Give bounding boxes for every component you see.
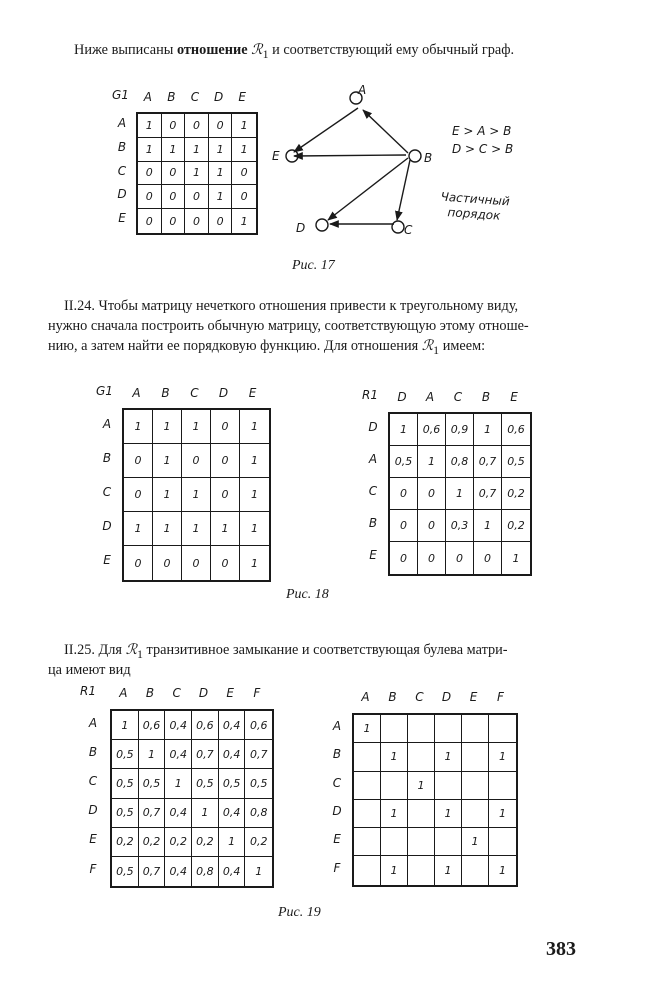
matrix-cell: 0 [124,444,153,478]
matrix-cell: 1 [462,828,489,856]
matrix-cell: 1 [474,414,502,446]
matrix-cell [354,828,381,856]
matrix-cell: 0,5 [192,769,219,798]
matrix-cell: 0,4 [165,740,192,769]
matrix-cell: 0 [138,185,162,209]
matrix-cell: 0 [232,185,256,209]
matrix-row-header: A [368,452,378,466]
matrix-cell: 0 [185,185,209,209]
note-line: порядок [447,205,501,223]
matrix-cell [354,856,381,884]
matrix-cell [462,743,489,771]
matrix-cell [489,828,516,856]
matrix-cell: 0,7 [139,857,166,886]
matrix-cell: 0,7 [474,478,502,510]
fig19-caption: Рис. 19 [278,905,321,920]
matrix-cell: 0 [211,546,240,580]
p25-line2: ца имеют вид [48,662,131,678]
matrix-cell: 0 [390,510,418,542]
matrix-cell: 0,5 [112,769,139,798]
matrix-cell: 1 [185,162,209,186]
matrix-cell: 0,5 [502,446,530,478]
matrix-cell: 1 [232,138,256,162]
matrix-cell [408,828,435,856]
matrix-row-header: C [117,163,127,178]
matrix-column-header: E [510,390,518,404]
fig17-graph [270,80,530,250]
matrix-cell: 0,5 [390,446,418,478]
matrix-cell: 0,9 [446,414,474,446]
matrix-row-header: B [88,744,98,759]
matrix-row-header: B [117,139,127,154]
matrix-column-header: C [190,386,199,400]
matrix-cell: 0 [418,510,446,542]
matrix-column-header: B [481,390,491,404]
relation-subscript: 1 [137,646,143,661]
fig17-relations [452,122,513,158]
p24-line2: нужно сначала построить обычную матрицу, соответствующую этому отноше- [48,318,529,334]
matrix-cell [489,772,516,800]
matrix-cell: 0 [162,185,186,209]
node-e-label: E [272,149,280,163]
matrix-cell [462,800,489,828]
matrix-cell: 0,7 [474,446,502,478]
matrix-cell: 1 [192,799,219,828]
matrix-cell [435,715,462,743]
matrix-cell [408,743,435,771]
matrix-cell: 1 [240,512,269,546]
matrix-cell [381,828,408,856]
matrix-cell: 0,5 [219,769,246,798]
matrix-cell: 1 [418,446,446,478]
matrix-row-header: F [333,860,341,875]
matrix-cell: 0,8 [446,446,474,478]
intro-text-end: и соответствующий ему обычный граф. [268,42,515,58]
matrix-column-header: B [388,690,397,704]
matrix-grid [122,408,271,582]
matrix-cell: 1 [240,478,269,512]
matrix-row-header: C [102,485,112,499]
matrix-cell: 0,6 [139,711,166,740]
matrix-cell: 0,7 [245,740,272,769]
matrix-cell: 1 [209,185,233,209]
matrix-column-header: E [469,690,478,704]
note-line: Частичный [440,189,511,209]
matrix-row-header: B [368,516,378,530]
matrix-cell: 0 [162,162,186,186]
matrix-row-header: E [369,548,377,562]
matrix-cell: 1 [124,410,153,444]
matrix-cell: 1 [153,444,182,478]
matrix-row-header: D [102,519,112,533]
matrix-corner-label: G1 [96,384,113,398]
matrix-column-header: E [248,386,257,400]
matrix-grid [352,713,518,887]
matrix-column-header: C [415,690,424,704]
matrix-cell: 0,2 [165,828,192,857]
matrix-cell [435,772,462,800]
matrix-cell: 0,7 [192,740,219,769]
matrix-row-header: B [332,747,342,762]
p25-line1-text: II.25. Для [64,642,126,658]
fig17-caption: Рис. 17 [292,258,335,273]
matrix-cell: 0,6 [502,414,530,446]
matrix-cell: 0 [209,114,233,138]
matrix-cell: 1 [512,551,520,565]
matrix-cell: 1 [390,414,418,446]
matrix-cell: 0,2 [502,478,530,510]
edge-b-c [397,160,410,220]
relation-symbol: ℛ [251,42,263,58]
matrix-row-header: F [89,861,97,876]
matrix-grid [136,112,258,235]
matrix-cell: 1 [138,138,162,162]
p24-line3-end: имеем: [439,338,486,354]
matrix-cell: 0,5 [139,769,166,798]
matrix-cell: 0 [446,542,474,574]
matrix-cell: 0 [124,478,153,512]
matrix-cell: 1 [240,410,269,444]
matrix-corner-label: R1 [80,684,96,698]
matrix-column-header: B [167,90,176,104]
intro-bold: отношение [176,42,248,58]
matrix-cell: 0,4 [219,799,246,828]
intro-text: Ниже выписаны [74,42,177,58]
matrix-cell: 1 [153,410,182,444]
matrix-cell: 0,3 [446,510,474,542]
matrix-cell: 0,5 [112,857,139,886]
matrix-row-header: D [88,803,98,818]
matrix-cell: 0 [182,546,211,580]
matrix-column-header: D [213,90,224,104]
matrix-column-header: A [143,90,152,104]
matrix-column-header: D [441,690,452,704]
matrix-cell: 0,5 [245,769,272,798]
matrix-cell: 0 [211,478,240,512]
relation-subscript: 1 [433,342,440,357]
matrix-cell: 0,7 [139,799,166,828]
matrix-column-header: C [453,390,463,404]
matrix-cell [354,743,381,771]
edge-a-e [294,108,358,152]
matrix-cell: 0,5 [112,799,139,828]
matrix-cell: 0,6 [418,414,446,446]
p24-line1: II.24. Чтобы матрицу нечеткого отношения привести к треугольному виду, [64,298,519,314]
matrix-cell [489,715,516,743]
matrix-column-header: E [226,686,234,700]
matrix-cell: 0,2 [245,828,272,857]
matrix-cell: 0 [182,444,211,478]
matrix-cell: 1 [182,478,211,512]
matrix-cell: 1 [251,556,258,570]
matrix-cell: 0 [418,542,446,574]
p24-line3 [48,336,485,360]
matrix-cell: 1 [354,715,381,743]
matrix-cell: 0,2 [502,510,530,542]
matrix-column-header: B [161,386,170,400]
matrix-corner-label: R1 [362,388,378,402]
matrix-cell [381,715,408,743]
matrix-cell: 1 [182,410,211,444]
matrix-cell: 0 [209,209,233,233]
matrix-cell: 1 [124,512,153,546]
matrix-cell [408,715,435,743]
matrix-cell: 0,5 [112,740,139,769]
node-c-label: C [404,223,413,237]
matrix-cell: 1 [408,772,435,800]
matrix-cell: 0 [138,162,162,186]
matrix-row-header: D [117,187,127,202]
matrix-cell [462,772,489,800]
matrix-row-header: E [89,832,97,847]
fig17-note [439,190,510,225]
matrix-column-header: D [397,390,407,404]
matrix-cell: 1 [489,743,516,771]
fig18-caption: Рис. 18 [286,587,329,602]
matrix-cell: 0 [185,114,209,138]
matrix-cell: 0 [390,542,418,574]
matrix-grid [110,709,274,888]
node-a-label: A [358,83,367,97]
matrix-row-header: E [333,832,341,847]
matrix-column-header: A [119,686,128,700]
loop-c [392,221,404,233]
loop-b [409,150,421,162]
matrix-cell: 1 [435,856,462,884]
matrix-cell: 1 [446,478,474,510]
matrix-column-header: A [132,386,141,400]
matrix-cell: 1 [153,478,182,512]
matrix-cell: 1 [381,800,408,828]
matrix-cell: 0 [418,478,446,510]
matrix-cell: 0,2 [112,828,139,857]
matrix-cell [462,856,489,884]
matrix-cell: 1 [219,828,246,857]
matrix-row-header: D [368,420,378,434]
matrix-row-header: C [88,774,98,788]
matrix-cell [435,828,462,856]
matrix-cell: 0 [124,546,153,580]
matrix-cell: 0,4 [165,857,192,886]
matrix-cell: 1 [185,138,209,162]
matrix-cell: 0 [138,209,162,233]
matrix-cell: 0 [185,209,209,233]
relation-symbol: ℛ [421,338,434,354]
relation-symbol: ℛ [125,642,138,658]
matrix-cell: 0 [153,546,182,580]
matrix-cell: 0,8 [192,857,219,886]
matrix-cell: 0,2 [192,828,219,857]
matrix-row-header: A [117,115,127,130]
matrix-cell: 0,6 [245,711,272,740]
matrix-cell: 0,4 [165,711,192,740]
matrix-cell: 0,8 [245,799,272,828]
matrix-cell [408,856,435,884]
matrix-cell: 1 [182,512,211,546]
matrix-cell: 1 [209,138,233,162]
relation-line: D > C > B [452,142,514,156]
matrix-column-header: B [145,686,155,700]
matrix-cell: 1 [153,512,182,546]
matrix-cell: 0,4 [219,711,246,740]
matrix-cell: 0 [232,162,256,186]
page-number: 383 [546,938,576,960]
matrix-cell: 1 [499,864,506,878]
matrix-cell: 1 [474,510,502,542]
p25-line1-end: транзитивное замыкание и соответствующая булева матри- [142,642,508,658]
matrix-row-header: E [103,553,111,567]
matrix-cell: 0,4 [165,799,192,828]
matrix-column-header: D [218,386,229,400]
matrix-cell: 1 [240,444,269,478]
matrix-column-header: A [425,390,435,404]
loop-d [316,219,328,231]
intro-line [74,40,514,64]
relation-line: E > A > B [452,124,512,138]
matrix-column-header: C [172,686,181,700]
matrix-cell: 1 [232,114,256,138]
matrix-cell [462,715,489,743]
edge-b-e [294,155,406,156]
matrix-cell: 1 [211,512,240,546]
matrix-cell: 0 [474,542,502,574]
matrix-cell: 1 [165,769,192,798]
edge-b-d [328,158,408,220]
matrix-column-header: F [253,686,261,700]
matrix-column-header: D [198,686,209,700]
matrix-corner-label: G1 [112,88,129,102]
matrix-row-header: C [332,775,342,790]
matrix-column-header: A [361,690,370,704]
matrix-cell: 0,4 [219,857,246,886]
matrix-row-header: C [368,484,378,498]
matrix-cell [408,800,435,828]
matrix-cell [354,772,381,800]
matrix-cell: 1 [435,800,462,828]
node-b-label: B [424,151,433,165]
matrix-cell: 0 [211,410,240,444]
edge-b-a [363,110,408,153]
matrix-cell: 1 [435,743,462,771]
matrix-row-header: E [118,211,126,226]
matrix-cell: 1 [209,162,233,186]
matrix-cell: 1 [138,114,162,138]
matrix-cell: 0,4 [219,740,246,769]
matrix-row-header: A [102,417,112,431]
matrix-cell: 1 [162,138,186,162]
matrix-cell: 0,6 [192,711,219,740]
matrix-row-header: D [332,804,342,819]
matrix-grid [388,412,532,576]
matrix-cell: 0 [390,478,418,510]
matrix-cell: 0,2 [139,828,166,857]
node-d-label: D [296,221,306,235]
matrix-cell: 1 [489,800,516,828]
matrix-cell: 0 [162,114,186,138]
matrix-cell: 1 [240,214,248,228]
matrix-cell [381,772,408,800]
matrix-cell: 0 [162,209,186,233]
matrix-cell [354,800,381,828]
matrix-column-header: C [190,90,200,104]
relation-subscript: 1 [262,46,269,61]
matrix-cell: 1 [255,865,263,879]
matrix-cell: 1 [139,740,166,769]
matrix-column-header: E [238,90,246,104]
matrix-cell: 1 [381,743,408,771]
matrix-row-header: A [332,719,342,734]
matrix-cell: 1 [381,856,408,884]
matrix-cell: 1 [112,711,139,740]
matrix-row-header: B [102,451,112,465]
matrix-cell: 0 [211,444,240,478]
p24-line3-text: нию, а затем найти ее порядковую функцию. Для отношения [48,338,422,354]
matrix-row-header: A [88,715,98,730]
matrix-column-header: F [497,690,504,704]
